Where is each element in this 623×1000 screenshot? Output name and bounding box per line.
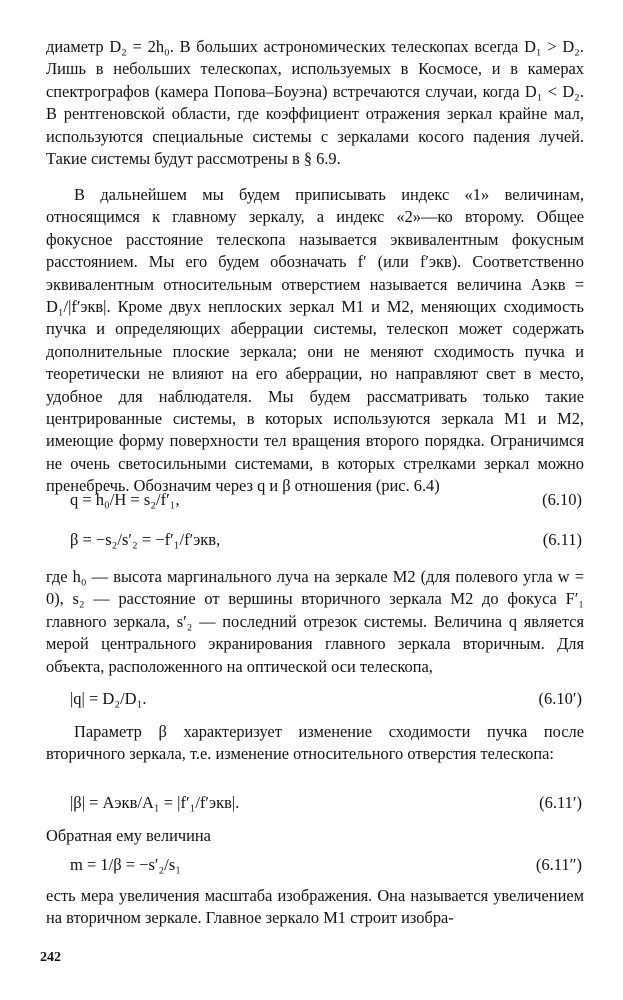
- paragraph-2-text: В дальнейшем мы будем приписывать индекс «1» величинам, относящимся к главному зеркалу, а индекс «2»—ко второму. Общее фокусное расстояние телескопа называется эквивалентным фокусным расстоянием. Мы его будем обозначать f′ (или f′экв). Соответственно эквивалентным относительным отверстием называется величина Aэкв = D₁/|f′экв|. Кроме двух неплоских зеркал М1 и М2, меняющих сходимость пучка и определяющих аберрации системы, телескоп может содержать дополнительные плоские зеркала; они не меняют сходимость пучка и теоретически не влияют на его аберрации, но направляют свет в место, удобное для наблюдателя. Мы будем рассматривать только такие центрированные системы, в которых используются зеркала М1 и М2, имеющие форму поверхности тел вращения второго порядка. Ограничимся не очень светосильными системами, в которых стрелками зеркал можно пренебречь. Обозначим через q и β отношения (рис. 6.4): [46, 185, 584, 496]
- paragraph-1-text: диаметр D₂ = 2h₀. В больших астрономических телескопах всегда D₁ > D₂. Лишь в небольших телескопах, используемых в Космосе, и в камерах спектрографов (камера Попова–Боуэна) встречаются случаи, когда D₁ < D₂. В рентгеновской области, где коэффициент отражения зеркал крайне мал, используются специальные системы с зеркалами косого падения лучей. Такие системы будут рассмотрены в § 6.9.: [46, 37, 584, 169]
- paragraph-5: [46, 825, 584, 847]
- formula-6-11-double-prime: [46, 855, 584, 879]
- paragraph-4-text: Параметр β характеризует изменение сходимости пучка после вторичного зеркала, т.е. изменение относительного отверстия телескопа:: [46, 722, 584, 764]
- paragraph-5-text: Обратная ему величина: [46, 826, 211, 845]
- formula-expression: |β| = Aэкв/A₁ = |f′₁/f′экв|.: [70, 793, 240, 812]
- formula-expression: β = −s₂/s′₂ = −f′₁/f′экв,: [70, 530, 221, 549]
- formula-number: (6.10): [542, 490, 582, 509]
- formula-number: (6.11″): [535, 855, 582, 874]
- paragraph-6-text: есть мера увеличения масштаба изображения. Она называется увеличением на вторичном зеркале. Главное зеркало М1 строит изобра-: [46, 886, 584, 928]
- paragraph-6: [46, 885, 584, 930]
- paragraph-3-text: где h₀ — высота маргинального луча на зеркале М2 (для полевого угла w = 0), s₂ — расстояние от вершины вторичного зеркала М2 до фокуса F′₁ главного зеркала, s′₂ — последний отрезок системы. Величина q является мерой центрального экранирования главного зеркала вторичным. Для объекта, расположенного на оптической оси телескопа,: [46, 567, 584, 676]
- formula-6-10: [46, 490, 584, 514]
- formula-6-11-prime: [46, 793, 584, 817]
- formula-expression: m = 1/β = −s′₂/s₁: [70, 855, 182, 874]
- page-number: 242: [40, 950, 61, 965]
- formula-expression: |q| = D₂/D₁.: [70, 689, 147, 708]
- formula-6-10-prime: [46, 689, 584, 713]
- formula-number: (6.11): [542, 530, 582, 549]
- paragraph-4: [46, 721, 584, 766]
- formula-6-11: [46, 530, 584, 554]
- paragraph-1: [46, 36, 584, 170]
- paragraph-2: [46, 184, 584, 498]
- formula-number: (6.10′): [538, 689, 582, 708]
- formula-expression: q = h₀/H = s₂/f′₁,: [70, 490, 180, 509]
- paragraph-3: [46, 566, 584, 678]
- formula-number: (6.11′): [539, 793, 582, 812]
